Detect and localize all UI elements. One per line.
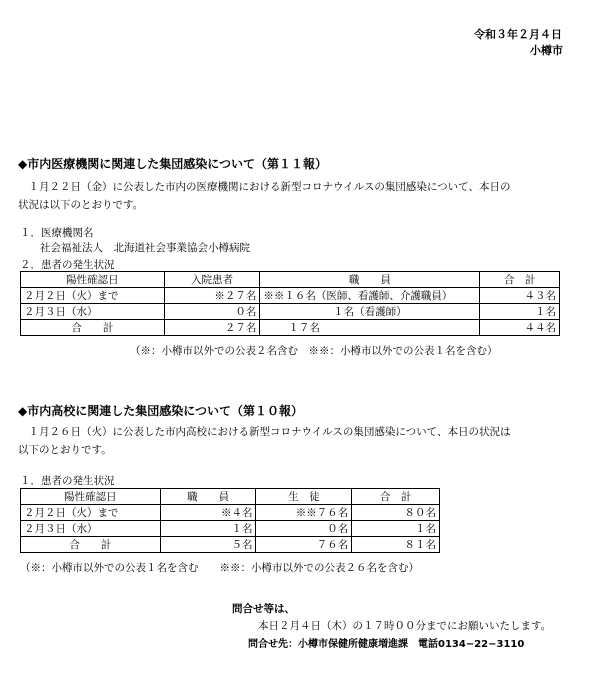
total-label-cell: 合 計: [21, 537, 161, 553]
table-header-row: [21, 272, 560, 288]
total-label-cell: 合 計: [21, 320, 165, 336]
value-cell: ４４名: [480, 320, 560, 336]
section1-intro-line2: 状況は以下のとおりです。: [18, 199, 144, 211]
header-cell: 入院患者: [164, 272, 260, 288]
section2-intro-line2: 以下のとおりです。: [18, 444, 112, 456]
date-cell: ２月３日（水）: [21, 304, 165, 320]
table-row: [21, 505, 440, 521]
value-cell: ※※７６名: [256, 505, 352, 521]
value-cell: ７６名: [256, 537, 352, 553]
issue-date: 令和３年２月４日: [474, 28, 562, 41]
header-cell: 合 計: [480, 272, 560, 288]
header-cell: 生 徒: [256, 489, 352, 505]
value-cell: １名（看護師）: [260, 304, 480, 320]
section2-note: （※：小樽市以外での公表１名を含む ※※：小樽市以外での公表２６名を含む）: [20, 562, 419, 574]
table-total-row: [21, 320, 560, 336]
value-cell: ０名: [164, 304, 260, 320]
section2-item1-title: １．患者の発生状況: [20, 475, 115, 487]
value-cell: １７名: [260, 320, 480, 336]
date-cell: ２月２日（火）まで: [21, 288, 165, 304]
section1-intro-line1: １月２２日（金）に公表した市内の医療機関における新型コロナウイルスの集団感染について、本日の: [18, 181, 511, 193]
section1-heading: ◆市内医療機関に関連した集団感染について（第１１報）: [18, 157, 327, 171]
date-cell: ２月２日（火）まで: [21, 505, 161, 521]
value-cell: １名: [160, 521, 256, 537]
section2-heading: ◆市内高校に関連した集団感染について（第１０報）: [18, 404, 303, 418]
value-cell: ８１名: [352, 537, 440, 553]
value-cell: ５名: [160, 537, 256, 553]
inquiry-contact: 問合せ先：小樽市保健所健康増進課 電話0134−22−3110: [248, 639, 525, 650]
value-cell: ２７名: [164, 320, 260, 336]
table-total-row: [21, 537, 440, 553]
issuer-name: 小樽市: [530, 44, 563, 57]
date-cell: ２月３日（水）: [21, 521, 161, 537]
value-cell: １名: [480, 304, 560, 320]
value-cell: ８０名: [352, 505, 440, 521]
section1-note: （※：小樽市以外での公表２名含む ※※：小樽市以外での公表１名を含む）: [130, 345, 498, 357]
value-cell: ※４名: [160, 505, 256, 521]
value-cell: １名: [352, 521, 440, 537]
value-cell: ０名: [256, 521, 352, 537]
table-row: [21, 304, 560, 320]
section1-item2-title: ２．患者の発生状況: [20, 259, 115, 271]
section1-item1-value: 社会福祉法人 北海道社会事業協会小樽病院: [40, 242, 250, 254]
header-cell: 職 員: [260, 272, 480, 288]
header-cell: 陽性確認日: [21, 489, 161, 505]
table-header-row: [21, 489, 440, 505]
value-cell: ４３名: [480, 288, 560, 304]
inquiry-title: 問合せ等は、: [232, 603, 295, 615]
table-row: [21, 521, 440, 537]
section1-table: [20, 271, 560, 336]
inquiry-deadline: 本日２月４日（木）の１７時００分までにお願いいたします。: [258, 620, 552, 632]
value-cell: ※※１６名（医師、看護師、介護職員）: [260, 288, 480, 304]
section1-item1-title: １．医療機関名: [20, 227, 94, 239]
header-cell: 職 員: [160, 489, 256, 505]
header-cell: 陽性確認日: [21, 272, 165, 288]
value-cell: ※２７名: [164, 288, 260, 304]
table-row: [21, 288, 560, 304]
header-cell: 合 計: [352, 489, 440, 505]
section2-table: [20, 488, 440, 553]
section2-intro-line1: １月２６日（火）に公表した市内高校における新型コロナウイルスの集団感染について、本日の状況は: [18, 426, 511, 438]
